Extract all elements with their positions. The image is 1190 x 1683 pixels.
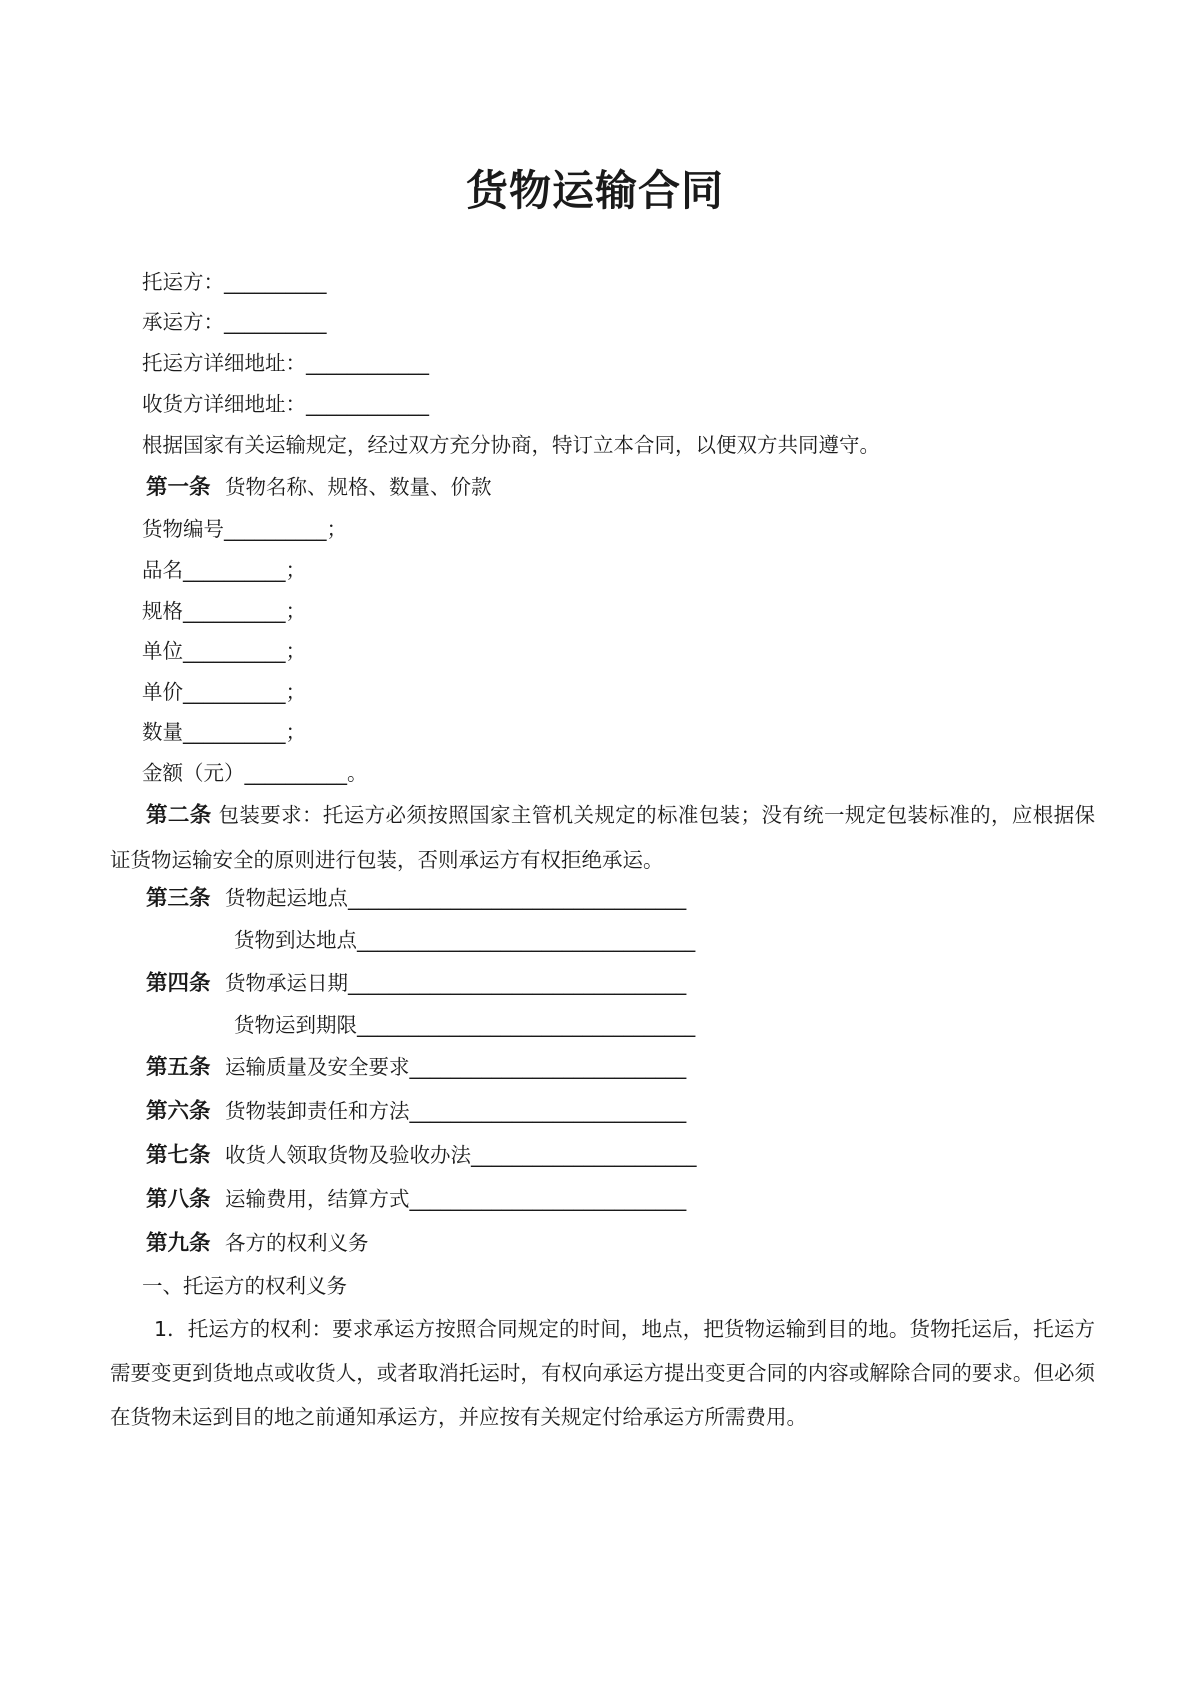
article-2-label: 第二条	[146, 803, 212, 828]
article-4	[146, 969, 686, 998]
article-8-label: 第八条	[146, 1187, 211, 1212]
article-9	[146, 1229, 369, 1258]
item-unit-price: 单价__________；	[142, 680, 306, 704]
article-7	[146, 1141, 697, 1170]
article-3-line2: 货物到达地点_________________________________	[234, 928, 696, 952]
article-5	[146, 1053, 686, 1082]
article-9-paragraph-1: 1．托运方的权利：要求承运方按照合同规定的时间，地点，把货物运输到目的地。货物托运后，托运方需要变更到货地点或收货人，或者取消托运时，有权向承运方提出变更合同的内容或解除合同的要求。但必须在货物未运到目的地之前通知承运方，并应按有关规定付给承运方所需费用。	[110, 1317, 1095, 1429]
shipper-address-field: 托运方详细地址：____________	[142, 351, 429, 375]
item-goods-number: 货物编号__________；	[142, 517, 347, 541]
article-1-label: 第一条	[146, 475, 211, 500]
article-7-text: 收货人领取货物及验收办法______________________	[225, 1143, 697, 1167]
item-quantity: 数量__________；	[142, 720, 306, 744]
article-4-line1: 货物承运日期_________________________________	[225, 971, 687, 995]
article-2	[110, 793, 1095, 882]
item-product-name: 品名__________；	[142, 558, 306, 582]
article-6-label: 第六条	[146, 1099, 211, 1124]
article-3	[146, 884, 686, 913]
article-4-label: 第四条	[146, 971, 211, 996]
article-1-text: 货物名称、规格、数量、价款	[225, 475, 492, 499]
article-8-text: 运输费用，结算方式___________________________	[225, 1187, 687, 1211]
article-9-text: 各方的权利义务	[225, 1231, 369, 1255]
item-specification: 规格__________；	[142, 599, 306, 623]
article-9-subheading: 一、托运方的权利义务	[142, 1274, 347, 1298]
article-5-text: 运输质量及安全要求___________________________	[225, 1055, 687, 1079]
article-1	[146, 473, 492, 502]
item-unit: 单位__________；	[142, 639, 306, 663]
article-2-text: 包装要求：托运方必须按照国家主管机关规定的标准包装；没有统一规定包装标准的，应根据保证货物运输安全的原则进行包装，否则承运方有权拒绝承运。	[110, 803, 1095, 872]
item-amount: 金额（元）__________。	[142, 761, 368, 785]
article-5-label: 第五条	[146, 1055, 211, 1080]
article-7-label: 第七条	[146, 1143, 211, 1168]
article-3-line1: 货物起运地点_________________________________	[225, 886, 687, 910]
consignee-address-field: 收货方详细地址：____________	[142, 392, 429, 416]
article-8	[146, 1185, 686, 1214]
article-6-text: 货物装卸责任和方法___________________________	[225, 1099, 687, 1123]
preamble: 根据国家有关运输规定，经过双方充分协商，特订立本合同，以便双方共同遵守。	[142, 433, 880, 457]
carrier-field: 承运方：__________	[142, 310, 327, 334]
article-4-line2: 货物运到期限_________________________________	[234, 1013, 696, 1037]
article-6	[146, 1097, 686, 1126]
shipper-field: 托运方：__________	[142, 270, 327, 294]
document-title: 货物运输合同	[465, 166, 724, 215]
article-3-label: 第三条	[146, 886, 211, 911]
article-9-label: 第九条	[146, 1231, 211, 1256]
